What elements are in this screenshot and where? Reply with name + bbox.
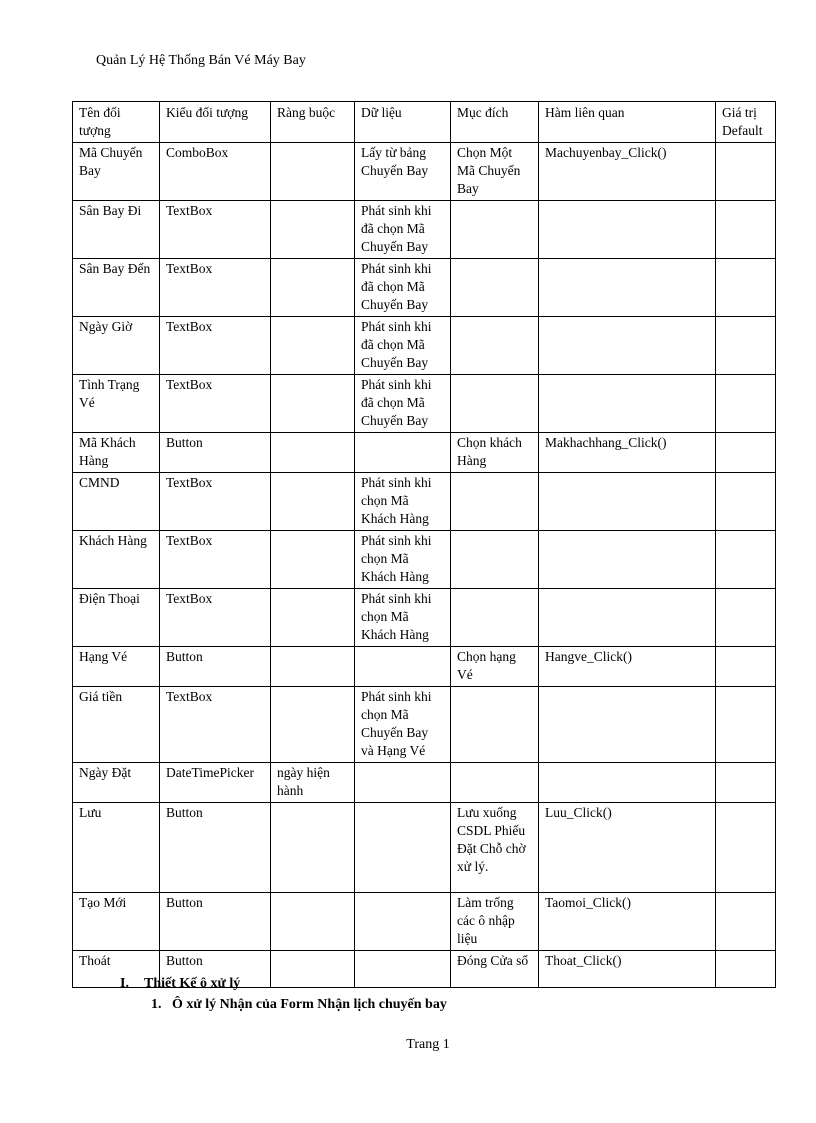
section-title: Thiết Kế ô xử lý bbox=[144, 976, 241, 991]
cell-function: Taomoi_Click() bbox=[539, 893, 716, 951]
cell-function: Makhachhang_Click() bbox=[539, 433, 716, 473]
cell-constraint bbox=[271, 531, 355, 589]
cell-constraint bbox=[271, 201, 355, 259]
table-row bbox=[73, 893, 776, 951]
cell-constraint bbox=[271, 687, 355, 763]
cell-default bbox=[716, 375, 776, 433]
cell-object-type: Button bbox=[160, 647, 271, 687]
cell-data bbox=[355, 433, 451, 473]
cell-object-name: Điện Thoại bbox=[73, 589, 160, 647]
cell-data: Phát sinh khi chọn Mã Khách Hàng bbox=[355, 473, 451, 531]
cell-data: Lấy từ bảng Chuyến Bay bbox=[355, 143, 451, 201]
cell-object-type: TextBox bbox=[160, 473, 271, 531]
cell-constraint bbox=[271, 143, 355, 201]
cell-default bbox=[716, 143, 776, 201]
cell-constraint bbox=[271, 589, 355, 647]
cell-data: Phát sinh khi đã chọn Mã Chuyến Bay bbox=[355, 201, 451, 259]
cell-object-name: Mã Chuyến Bay bbox=[73, 143, 160, 201]
cell-function bbox=[539, 317, 716, 375]
cell-object-name: Sân Bay Đến bbox=[73, 259, 160, 317]
cell-function: Hangve_Click() bbox=[539, 647, 716, 687]
subsection-number: 1. bbox=[151, 997, 162, 1012]
cell-function: Thoat_Click() bbox=[539, 951, 716, 988]
cell-function: Machuyenbay_Click() bbox=[539, 143, 716, 201]
subsection-heading bbox=[151, 997, 447, 1013]
cell-constraint bbox=[271, 317, 355, 375]
cell-object-type: Button bbox=[160, 803, 271, 893]
table-row bbox=[73, 531, 776, 589]
table-row bbox=[73, 803, 776, 893]
cell-function bbox=[539, 687, 716, 763]
cell-purpose bbox=[451, 589, 539, 647]
cell-data bbox=[355, 647, 451, 687]
cell-function bbox=[539, 259, 716, 317]
cell-function bbox=[539, 375, 716, 433]
cell-object-name: Ngày Đặt bbox=[73, 763, 160, 803]
cell-purpose bbox=[451, 531, 539, 589]
section-heading bbox=[120, 976, 240, 992]
cell-default bbox=[716, 589, 776, 647]
cell-object-type: TextBox bbox=[160, 375, 271, 433]
table-row bbox=[73, 201, 776, 259]
cell-function bbox=[539, 763, 716, 803]
cell-object-name: Tình Trạng Vé bbox=[73, 375, 160, 433]
cell-purpose: Làm trống các ô nhập liệu bbox=[451, 893, 539, 951]
cell-object-type: TextBox bbox=[160, 687, 271, 763]
cell-object-name: CMND bbox=[73, 473, 160, 531]
cell-default bbox=[716, 687, 776, 763]
cell-purpose: Chọn khách Hàng bbox=[451, 433, 539, 473]
header-cell-object-type: Kiểu đối tượng bbox=[160, 102, 271, 143]
header-cell-constraint: Ràng buộc bbox=[271, 102, 355, 143]
table-header-row bbox=[73, 102, 776, 143]
cell-object-type: TextBox bbox=[160, 531, 271, 589]
object-spec-table bbox=[72, 101, 776, 988]
cell-default bbox=[716, 893, 776, 951]
cell-function: Luu_Click() bbox=[539, 803, 716, 893]
cell-purpose: Chọn Một Mã Chuyến Bay bbox=[451, 143, 539, 201]
cell-object-type: ComboBox bbox=[160, 143, 271, 201]
header-cell-purpose: Mục đích bbox=[451, 102, 539, 143]
cell-purpose bbox=[451, 375, 539, 433]
cell-object-name: Tạo Mới bbox=[73, 893, 160, 951]
cell-function bbox=[539, 589, 716, 647]
cell-constraint bbox=[271, 259, 355, 317]
table-row bbox=[73, 589, 776, 647]
cell-default bbox=[716, 951, 776, 988]
cell-object-name: Mã Khách Hàng bbox=[73, 433, 160, 473]
cell-object-type: TextBox bbox=[160, 259, 271, 317]
cell-data: Phát sinh khi chọn Mã Chuyến Bay và Hạng Vé bbox=[355, 687, 451, 763]
cell-data: Phát sinh khi đã chọn Mã Chuyến Bay bbox=[355, 259, 451, 317]
cell-object-name: Hạng Vé bbox=[73, 647, 160, 687]
table-row bbox=[73, 317, 776, 375]
cell-object-name: Giá tiền bbox=[73, 687, 160, 763]
page-header-title: Quản Lý Hệ Thống Bán Vé Máy Bay bbox=[96, 53, 306, 68]
table-row bbox=[73, 687, 776, 763]
cell-default bbox=[716, 433, 776, 473]
table-row bbox=[73, 375, 776, 433]
cell-object-type: Button bbox=[160, 433, 271, 473]
cell-default bbox=[716, 763, 776, 803]
table-row bbox=[73, 433, 776, 473]
cell-object-type: TextBox bbox=[160, 317, 271, 375]
cell-data: Phát sinh khi chọn Mã Khách Hàng bbox=[355, 589, 451, 647]
table-row bbox=[73, 647, 776, 687]
cell-object-type: DateTimePicker bbox=[160, 763, 271, 803]
cell-purpose bbox=[451, 763, 539, 803]
cell-constraint bbox=[271, 803, 355, 893]
cell-object-type: Button bbox=[160, 951, 271, 988]
page-footer: Trang 1 bbox=[406, 1037, 450, 1052]
cell-object-type: TextBox bbox=[160, 589, 271, 647]
cell-default bbox=[716, 317, 776, 375]
cell-purpose: Chọn hạng Vé bbox=[451, 647, 539, 687]
cell-function bbox=[539, 201, 716, 259]
cell-constraint bbox=[271, 433, 355, 473]
cell-data: Phát sinh khi đã chọn Mã Chuyến Bay bbox=[355, 317, 451, 375]
cell-default bbox=[716, 473, 776, 531]
cell-constraint bbox=[271, 647, 355, 687]
cell-default bbox=[716, 803, 776, 893]
section-number: I. bbox=[120, 976, 129, 991]
cell-default bbox=[716, 531, 776, 589]
cell-data bbox=[355, 893, 451, 951]
table-row bbox=[73, 143, 776, 201]
table-row bbox=[73, 259, 776, 317]
cell-purpose: Đóng Cửa sổ bbox=[451, 951, 539, 988]
cell-constraint bbox=[271, 951, 355, 988]
cell-purpose: Lưu xuống CSDL Phiếu Đặt Chỗ chờ xử lý. bbox=[451, 803, 539, 893]
table-row bbox=[73, 763, 776, 803]
cell-data: Phát sinh khi đã chọn Mã Chuyến Bay bbox=[355, 375, 451, 433]
cell-object-type: Button bbox=[160, 893, 271, 951]
cell-data: Phát sinh khi chọn Mã Khách Hàng bbox=[355, 531, 451, 589]
cell-function bbox=[539, 473, 716, 531]
table-row bbox=[73, 473, 776, 531]
cell-purpose bbox=[451, 687, 539, 763]
cell-constraint: ngày hiện hành bbox=[271, 763, 355, 803]
header-cell-object-name: Tên đối tượng bbox=[73, 102, 160, 143]
cell-purpose bbox=[451, 201, 539, 259]
cell-data bbox=[355, 763, 451, 803]
cell-data bbox=[355, 803, 451, 893]
header-cell-function: Hàm liên quan bbox=[539, 102, 716, 143]
cell-constraint bbox=[271, 375, 355, 433]
subsection-title: Ô xử lý Nhận của Form Nhận lịch chuyến bay bbox=[172, 997, 447, 1012]
cell-data bbox=[355, 951, 451, 988]
cell-purpose bbox=[451, 473, 539, 531]
header-cell-default: Giá trị Default bbox=[716, 102, 776, 143]
cell-constraint bbox=[271, 893, 355, 951]
cell-default bbox=[716, 201, 776, 259]
cell-object-name: Khách Hàng bbox=[73, 531, 160, 589]
cell-purpose bbox=[451, 317, 539, 375]
cell-default bbox=[716, 259, 776, 317]
cell-purpose bbox=[451, 259, 539, 317]
cell-object-name: Thoát bbox=[73, 951, 160, 988]
cell-object-name: Ngày Giờ bbox=[73, 317, 160, 375]
cell-constraint bbox=[271, 473, 355, 531]
cell-object-name: Lưu bbox=[73, 803, 160, 893]
cell-object-name: Sân Bay Đi bbox=[73, 201, 160, 259]
cell-function bbox=[539, 531, 716, 589]
cell-object-type: TextBox bbox=[160, 201, 271, 259]
cell-default bbox=[716, 647, 776, 687]
header-cell-data: Dữ liệu bbox=[355, 102, 451, 143]
